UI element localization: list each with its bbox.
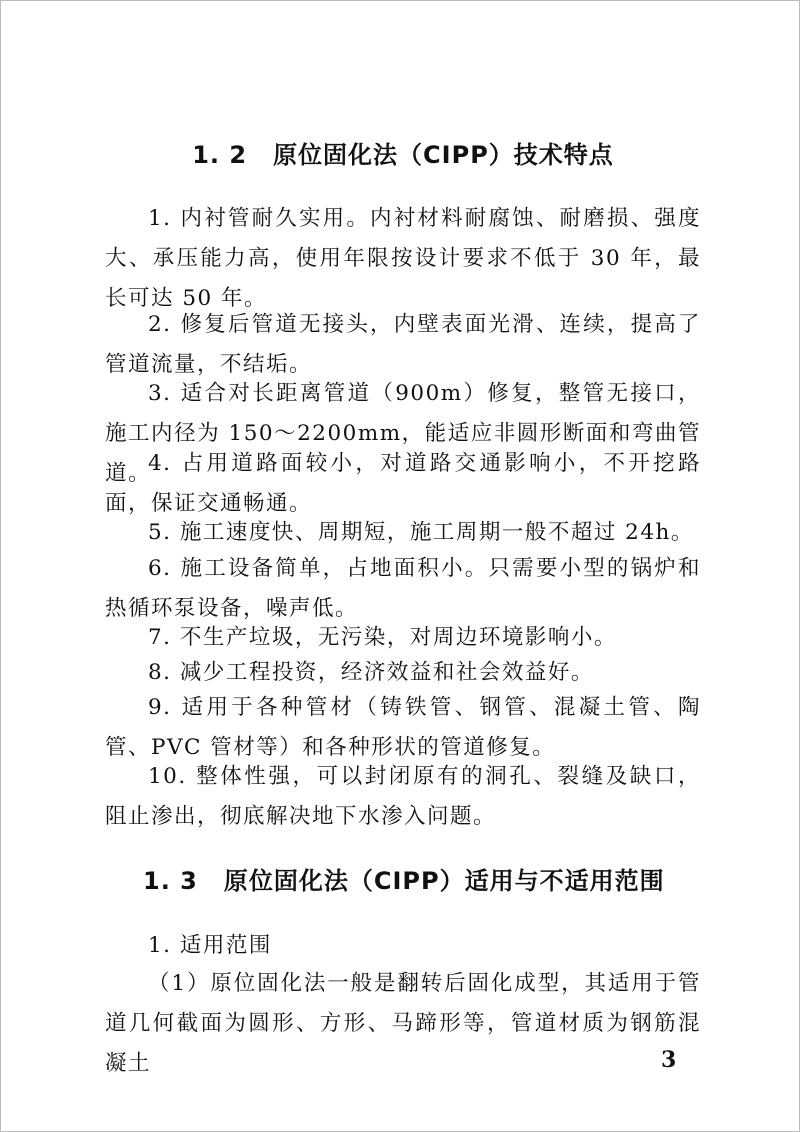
feature-paragraph-3: 3. 适合对长距离管道（900m）修复，整管无接口，施工内径为 150～2200mm，能适应非圆形断面和弯曲管道。 bbox=[105, 381, 701, 486]
feature-paragraph-1: 1. 内衬管耐久实用。内衬材料耐腐蚀、耐磨损、强度大、承压能力高，使用年限按设计要求不低于 30 年，最长可达 50 年。 bbox=[105, 206, 701, 311]
section-title: 原位固化法（CIPP）技术特点 bbox=[273, 141, 614, 169]
feature-paragraph-8: 8. 减少工程投资，经济效益和社会效益好。 bbox=[148, 660, 594, 685]
subheading-applicable-scope: 1. 适用范围 bbox=[148, 933, 272, 958]
feature-paragraph-2: 2. 修复后管道无接头，内壁表面光滑、连续，提高了管道流量，不结垢。 bbox=[105, 312, 701, 377]
feature-paragraph-4: 4. 占用道路面较小，对道路交通影响小，不开挖路面，保证交通畅通。 bbox=[105, 451, 701, 516]
scope-paragraph-1: （1）原位固化法一般是翻转后固化成型，其适用于管道几何截面为圆形、方形、马蹄形等，管道材质为钢筋混凝土 bbox=[105, 971, 701, 1076]
feature-paragraph-10: 10. 整体性强，可以封闭原有的洞孔、裂缝及缺口，阻止渗出，彻底解决地下水渗入问题。 bbox=[105, 764, 701, 829]
feature-paragraph-6: 6. 施工设备简单，占地面积小。只需要小型的锅炉和热循环泵设备，噪声低。 bbox=[105, 556, 701, 621]
feature-paragraph-5: 5. 施工速度快、周期短，施工周期一般不超过 24h。 bbox=[148, 520, 694, 545]
feature-paragraph-7: 7. 不生产垃圾，无污染，对周边环境影响小。 bbox=[148, 625, 617, 650]
feature-paragraph-9: 9. 适用于各种管材（铸铁管、钢管、混凝土管、陶管、PVC 管材等）和各种形状的管道修复。 bbox=[105, 695, 701, 760]
section-heading-1-3 bbox=[105, 865, 701, 897]
section-title: 原位固化法（CIPP）适用与不适用范围 bbox=[223, 867, 665, 895]
page-number: 3 bbox=[661, 1047, 677, 1073]
section-heading-1-2 bbox=[105, 139, 701, 171]
section-number: 1. 2 bbox=[192, 141, 248, 169]
section-number: 1. 3 bbox=[143, 867, 198, 895]
